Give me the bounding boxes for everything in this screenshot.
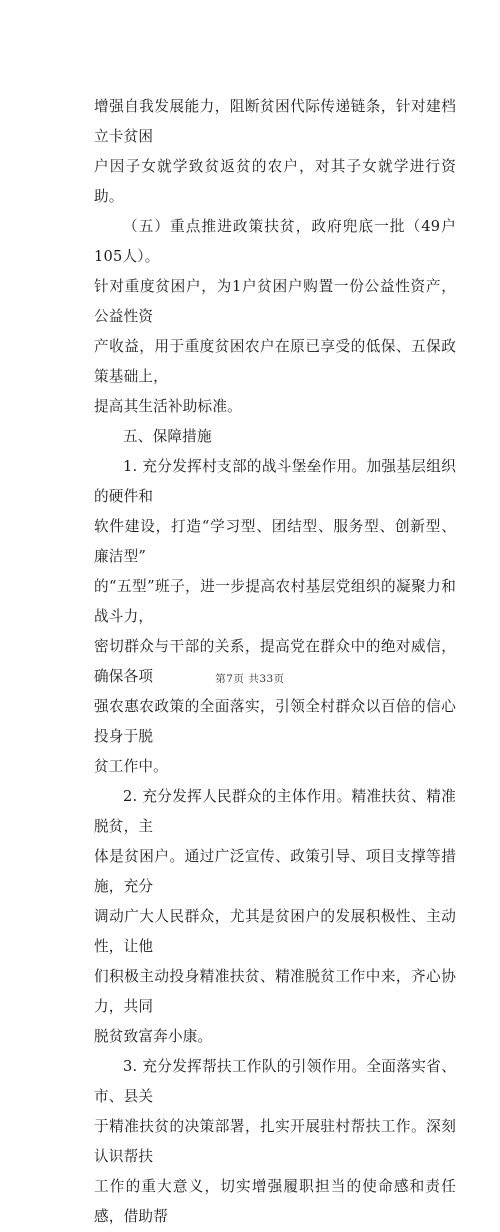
paragraph-education-aid (94, 92, 456, 212)
text-line: 产收益，用于重度贫困农户在原已享受的低保、五保政策基础上， (94, 338, 456, 385)
text-line: （五）重点推进政策扶贫，政府兜底一批（49户105人）。 (94, 218, 456, 265)
text-line: 脱贫致富奔小康。 (94, 1028, 213, 1045)
section-heading: 五、保障措施 (123, 428, 212, 445)
text-line: 强农惠农政策的全面落实，引领全村群众以百倍的信心投身于脱 (94, 698, 456, 745)
text-line: 提高其生活补助标准。 (94, 398, 242, 415)
text-line: 2. 充分发挥人民群众的主体作用。精准扶贫、精准脱贫，主 (94, 788, 456, 835)
text-line: 增强自我发展能力，阻断贫困代际传递链条，针对建档立卡贫困 (94, 98, 456, 145)
section-heading-guarantee-measures (94, 422, 456, 452)
text-line: 软件建设，打造“学习型、团结型、服务型、创新型、廉洁型” (94, 518, 456, 565)
paragraph-measure-3 (94, 1052, 456, 1232)
text-line: 的“五型”班子，进一步提高农村基层党组织的凝聚力和战斗力， (94, 578, 456, 625)
text-line: 1. 充分发挥村支部的战斗堡垒作用。加强基层组织的硬件和 (94, 458, 456, 505)
paragraph-policy-poverty (94, 212, 456, 422)
text-line: 们积极主动投身精准扶贫、精准脱贫工作中来，齐心协力，共同 (94, 968, 456, 1015)
text-line: 3. 充分发挥帮扶工作队的引领作用。全面落实省、市、县关 (94, 1058, 456, 1105)
page-number-footer: 第7页 共33页 (215, 673, 285, 685)
document-body (94, 92, 456, 1232)
text-line: 调动广大人民群众，尤其是贫困户的发展积极性、主动性，让他 (94, 908, 456, 955)
text-line: 针对重度贫困户，为1户贫困户购置一份公益性资产，公益性资 (94, 278, 456, 325)
paragraph-measure-1 (94, 452, 456, 782)
text-line: 贫工作中。 (94, 758, 168, 775)
text-line: 户因子女就学致贫返贫的农户，对其子女就学进行资助。 (94, 158, 456, 205)
text-line: 体是贫困户。通过广泛宣传、政策引导、项目支撑等措施，充分 (94, 848, 456, 895)
text-line: 工作的重大意义，切实增强履职担当的使命感和责任感，借助帮 (94, 1178, 456, 1225)
text-line: 于精准扶贫的决策部署，扎实开展驻村帮扶工作。深刻认识帮扶 (94, 1118, 456, 1165)
paragraph-measure-2 (94, 782, 456, 1052)
text-line: 密切群众与干部的关系，提高党在群众中的绝对威信，确保各项 (94, 638, 456, 685)
